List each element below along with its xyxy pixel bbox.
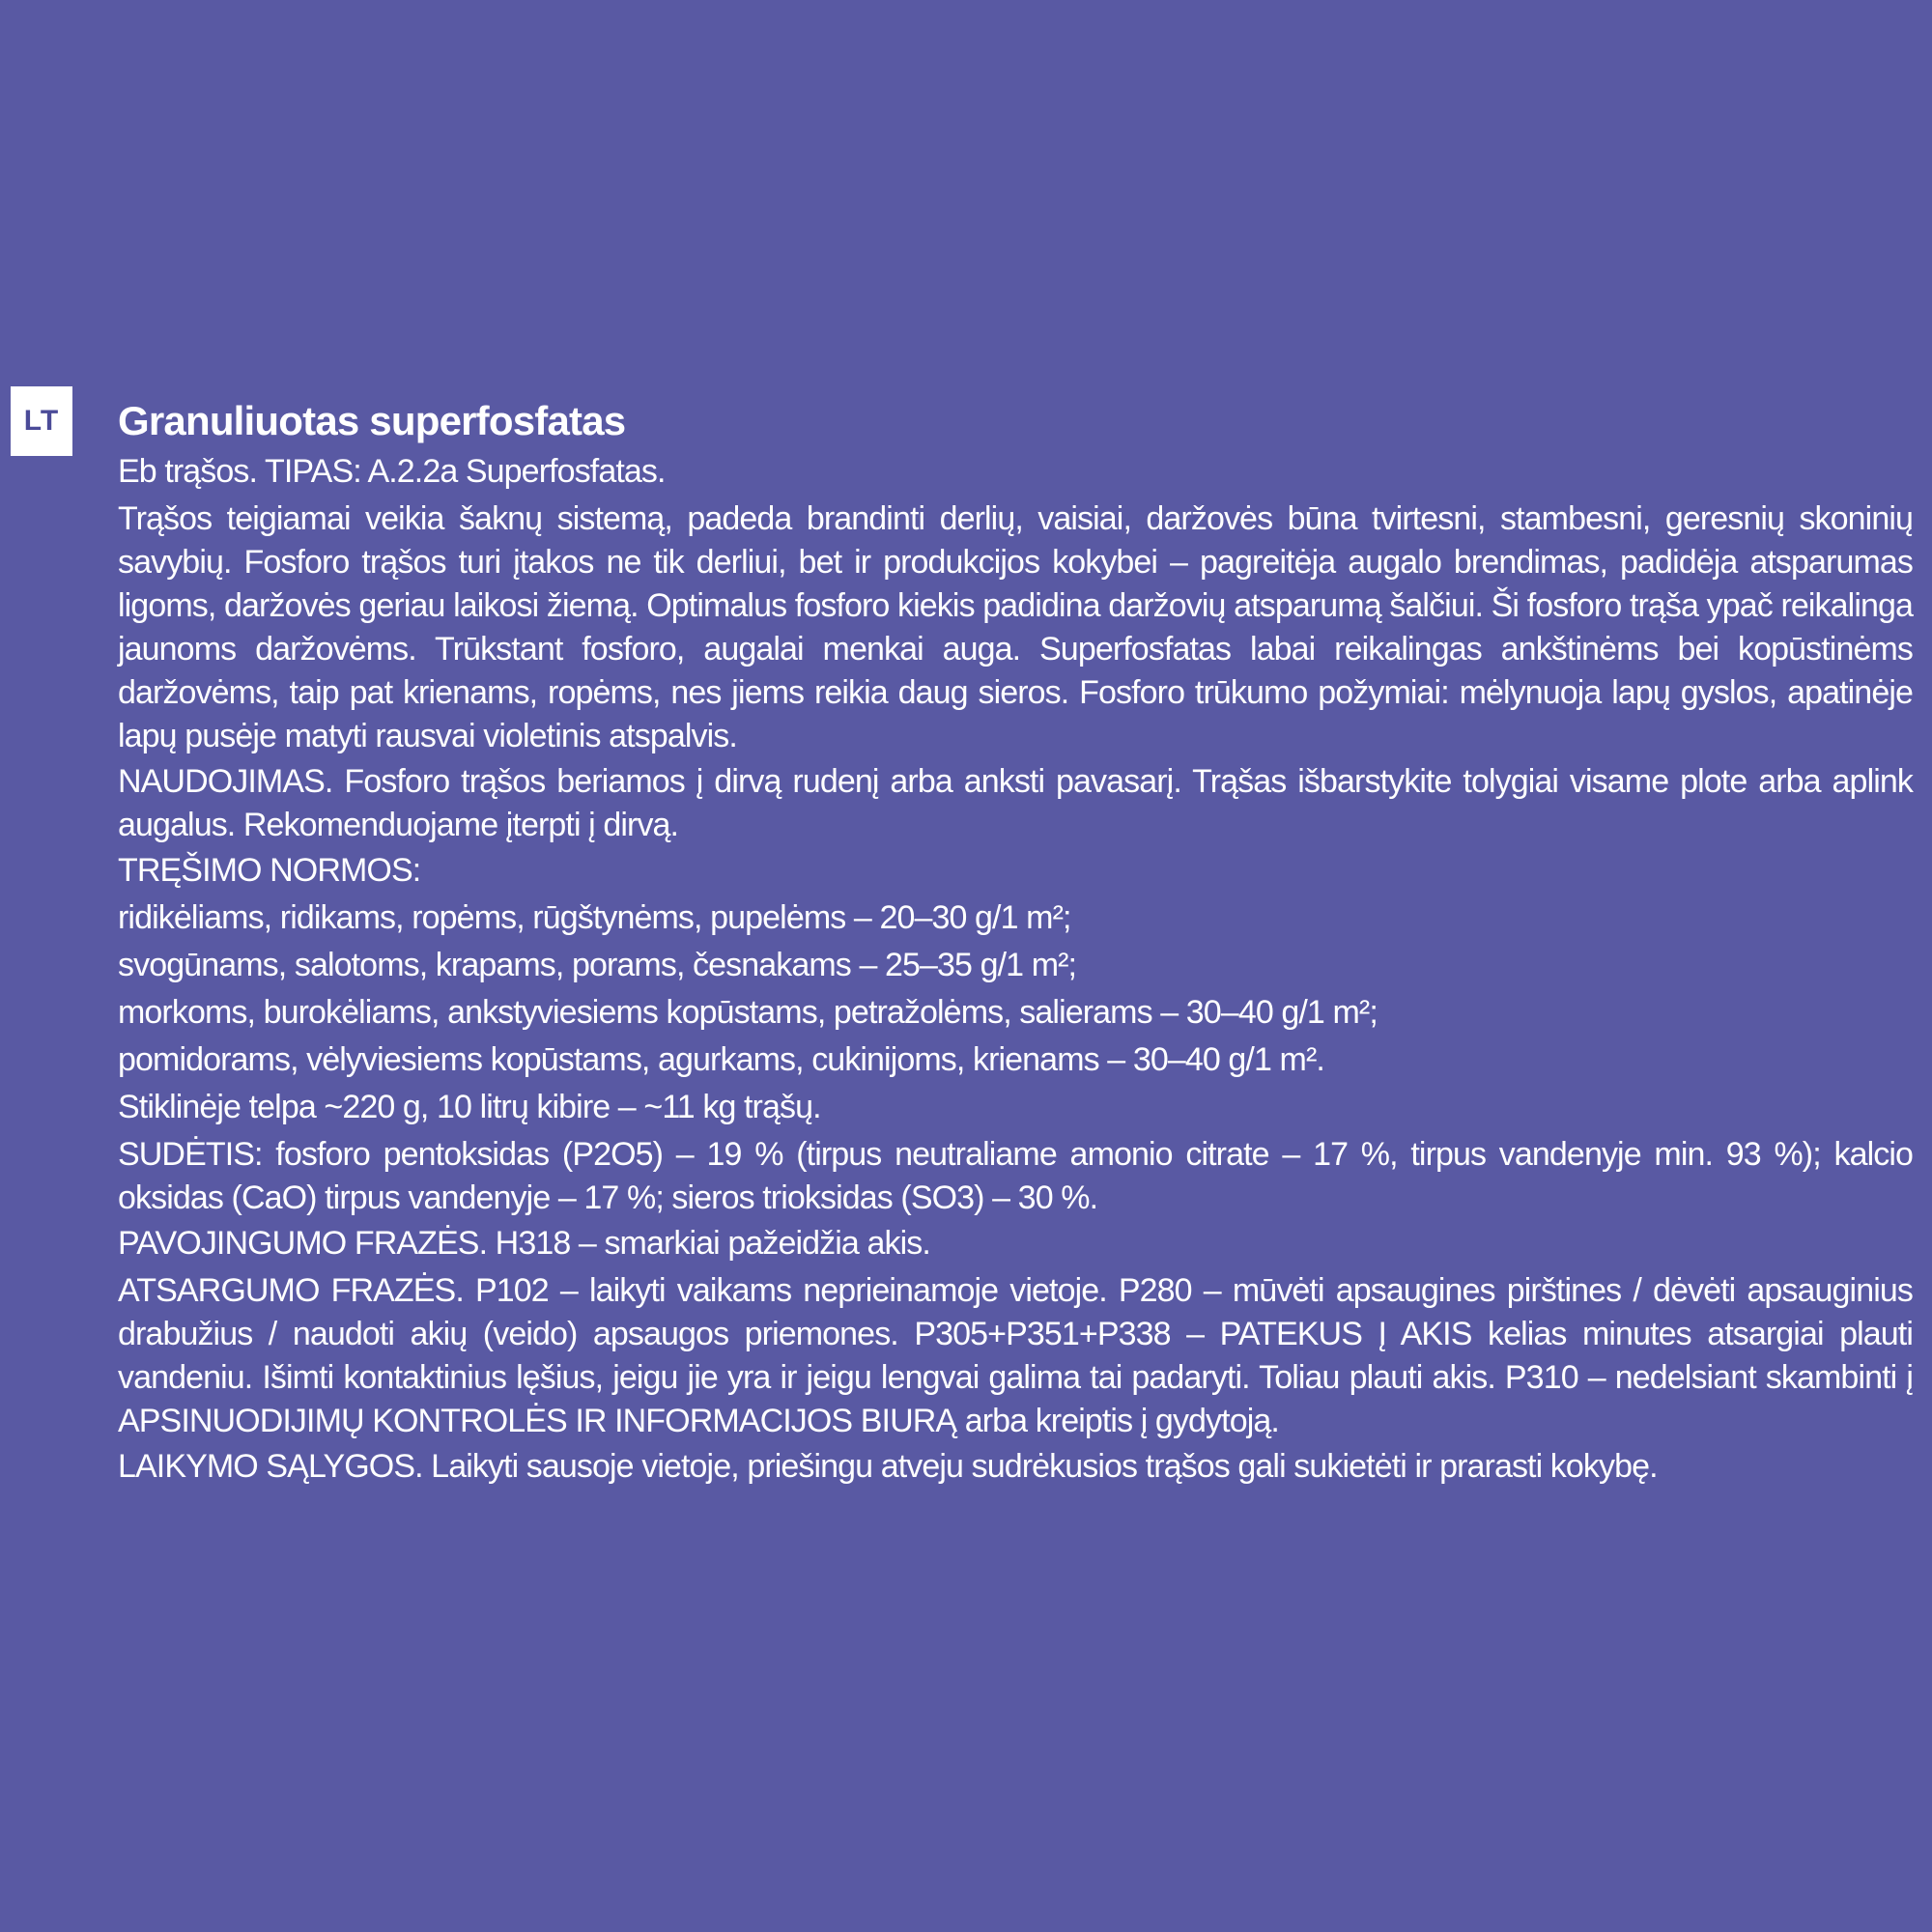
fertilizer-type: Eb trąšos. TIPAS: A.2.2a Superfosfatas. [118, 453, 666, 490]
composition: SUDĖTIS: fosforo pentoksidas (P2O5) – 19 % (tirpus neutraliame amonio citrate – 17 %, tirpus vandenyje min. 93 %); kalcio oksidas (CaO) tirpus vandenyje – 17 %; sieros trioksidas (SO3) – 30 %. [118, 1136, 1913, 1216]
norm-line: pomidorams, vėlyviesiems kopūstams, agurkams, cukinijoms, krienams – 30–40 g/1 m². [118, 1041, 1324, 1078]
norm-line: ridikėliams, ridikams, ropėms, rūgštynėms, pupelėms – 20–30 g/1 m²; [118, 899, 1071, 936]
product-description: Trąšos teigiamai veikia šaknų sistemą, padeda brandinti derlių, vaisiai, daržovės būna tvirtesni, stambesni, geresnių skoninių savybių. Fosforo trąšos turi įtakos ne tik derliui, bet ir produkcijos kokybei – pagreitėja augalo brendimas, padidėja atsparumas ligoms, daržovės geriau laikosi žiemą. Optimalus fosforo kiekis padidina daržovių atsparumą šalčiui. Ši fosforo trąša ypač reikalinga jaunoms daržovėms. Trūkstant fosforo, augalai menkai auga. Superfosfatas labai reikalingas ankštinėms bei kopūstinėms daržovėms, taip pat krienams, ropėms, nes jiems reikia daug sieros. Fosforo trūkumo požymiai: mėlynuoja lapų gyslos, apatinėje lapų pusėje matyti rausvai violetinis atspalvis. [118, 500, 1913, 754]
language-badge: LT [11, 386, 72, 456]
capacity-info: Stiklinėje telpa ~220 g, 10 litrų kibire – ~11 kg trąšų. [118, 1089, 821, 1125]
product-label-text [118, 394, 1913, 1491]
norms-heading: TRĘŠIMO NORMOS: [118, 852, 421, 889]
precautionary-statements: ATSARGUMO FRAZĖS. P102 – laikyti vaikams neprieinamoje vietoje. P280 – mūvėti apsaugines pirštines / dėvėti apsauginius drabužius / naudoti akių (veido) apsaugos priemones. P305+P351+P338 – PATEKUS Į AKIS kelias minutes atsargiai plauti vandeniu. Išimti kontaktinius lęšius, jeigu jie yra ir jeigu lengvai galima tai padaryti. Toliau plauti akis. P310 – nedelsiant skambinti į APSINUODIJIMŲ KONTROLĖS IR INFORMACIJOS BIURĄ arba kreiptis į gydytoją. [118, 1272, 1913, 1439]
storage-conditions: LAIKYMO SĄLYGOS. Laikyti sausoje vietoje, priešingu atveju sudrėkusios trąšos gali sukietėti ir prarasti kokybę. [118, 1448, 1658, 1485]
usage-instructions: NAUDOJIMAS. Fosforo trąšos beriamos į dirvą rudenį arba anksti pavasarį. Trąšas išbarstykite tolygiai visame plote arba aplink augalus. Rekomenduojame įterpti į dirvą. [118, 763, 1913, 843]
norm-line: morkoms, burokėliams, ankstyviesiems kopūstams, petražolėms, salierams – 30–40 g/1 m²; [118, 994, 1378, 1031]
hazard-statements: PAVOJINGUMO FRAZĖS. H318 – smarkiai pažeidžia akis. [118, 1225, 930, 1262]
product-title: Granuliuotas superfosfatas [118, 398, 626, 443]
norm-line: svogūnams, salotoms, krapams, porams, česnakams – 25–35 g/1 m²; [118, 947, 1077, 983]
